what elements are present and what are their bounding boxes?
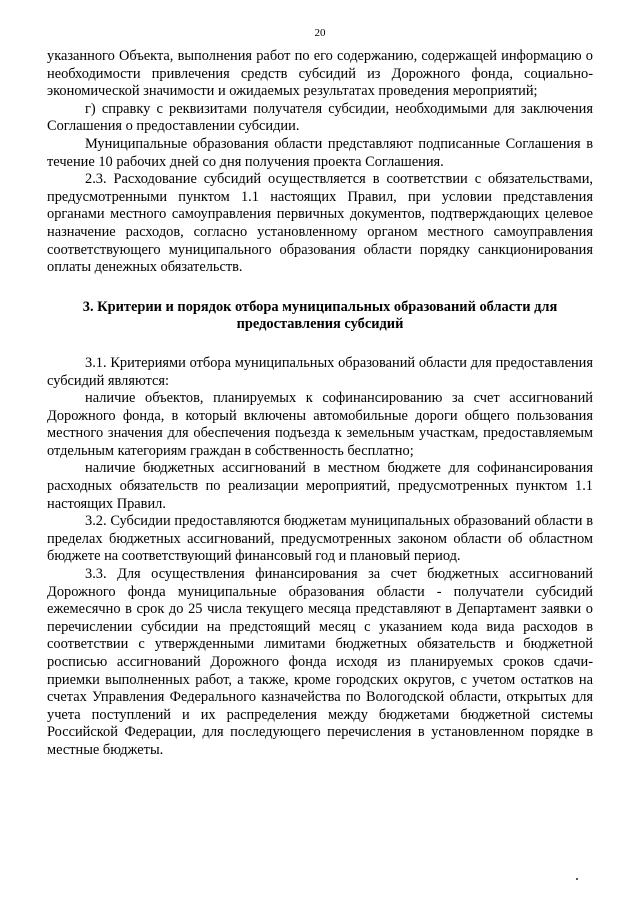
paragraph-criterion-objects: наличие объектов, планируемых к софинансированию за счет ассигнований Дорожного фонда, в который включены автомобильные дороги общего пользования местного значения для обеспечения подъезда к земельным участкам, предоставляемым отдельным категориям граждан в собственность бесплатно; <box>47 390 593 459</box>
section-3-heading: 3. Критерии и порядок отбора муниципальных образований области для предоставления субсидий <box>82 298 558 333</box>
paragraph-3-3-financing: 3.3. Для осуществления финансирования за счет бюджетных ассигнований Дорожного фонда муниципальные образования области - получатели субсидий ежемесячно в срок до 25 числа текущего месяца представляют в Департамент заявки о перечислении субсидии на предстоящий месяц с указанием кода вида расходов в соответствии с утвержденными лимитами бюджетных обязательств и бюджетной росписью ассигнований Дорожного фонда исходя из планируемых сроков сдачи-приемки выполненных работ, а также, кроме городских округов, с учетом остатков на счетах Управления Федерального казначейства по Вологодской области, открытых для учета поступлений и их распределения между бюджетами бюджетной системы Российской Федерации, для последующего перечисления в установленном порядке в местные бюджеты. <box>47 566 593 758</box>
paragraph-recipient-details: г) справку с реквизитами получателя субсидии, необходимыми для заключения Соглашения о предоставлении субсидии. <box>47 100 593 135</box>
page-body <box>47 48 593 760</box>
paragraph-2-3-spending: 2.3. Расходование субсидий осуществляется в соответствии с обязательствами, предусмотренными пунктом 1.1 настоящих Правил, при условии представления органами местного самоуправления первичных документов, подтверждающих целевое назначение расходов, согласно установленному органом местного самоуправления соответствующего муниципального образования области порядку санкционирования оплаты денежных обязательств. <box>47 171 593 276</box>
page-number: 20 <box>314 27 326 39</box>
paragraph-object-info: указанного Объекта, выполнения работ по его содержанию, содержащей информацию о необходимости привлечения средств субсидий из Дорожного фонда, социально-экономической значимости и ожидаемых результатах проведения мероприятий; <box>47 48 593 100</box>
scan-dot-mark <box>576 878 578 880</box>
paragraph-criterion-budget: наличие бюджетных ассигнований в местном бюджете для софинансирования расходных обязательств по реализации мероприятий, предусмотренных пунктом 1.1 настоящих Правил. <box>47 460 593 512</box>
paragraph-3-1-criteria: 3.1. Критериями отбора муниципальных образований области для предоставления субсидий являются: <box>47 354 593 389</box>
paragraph-agreements-submission: Муниципальные образования области представляют подписанные Соглашения в течение 10 рабочих дней со дня получения проекта Соглашения. <box>47 135 593 170</box>
paragraph-3-2-subsidies: 3.2. Субсидии предоставляются бюджетам муниципальных образований области в пределах бюджетных ассигнований, предусмотренных законом области об областном бюджете на соответствующий финансовый год и плановый период. <box>47 513 593 565</box>
